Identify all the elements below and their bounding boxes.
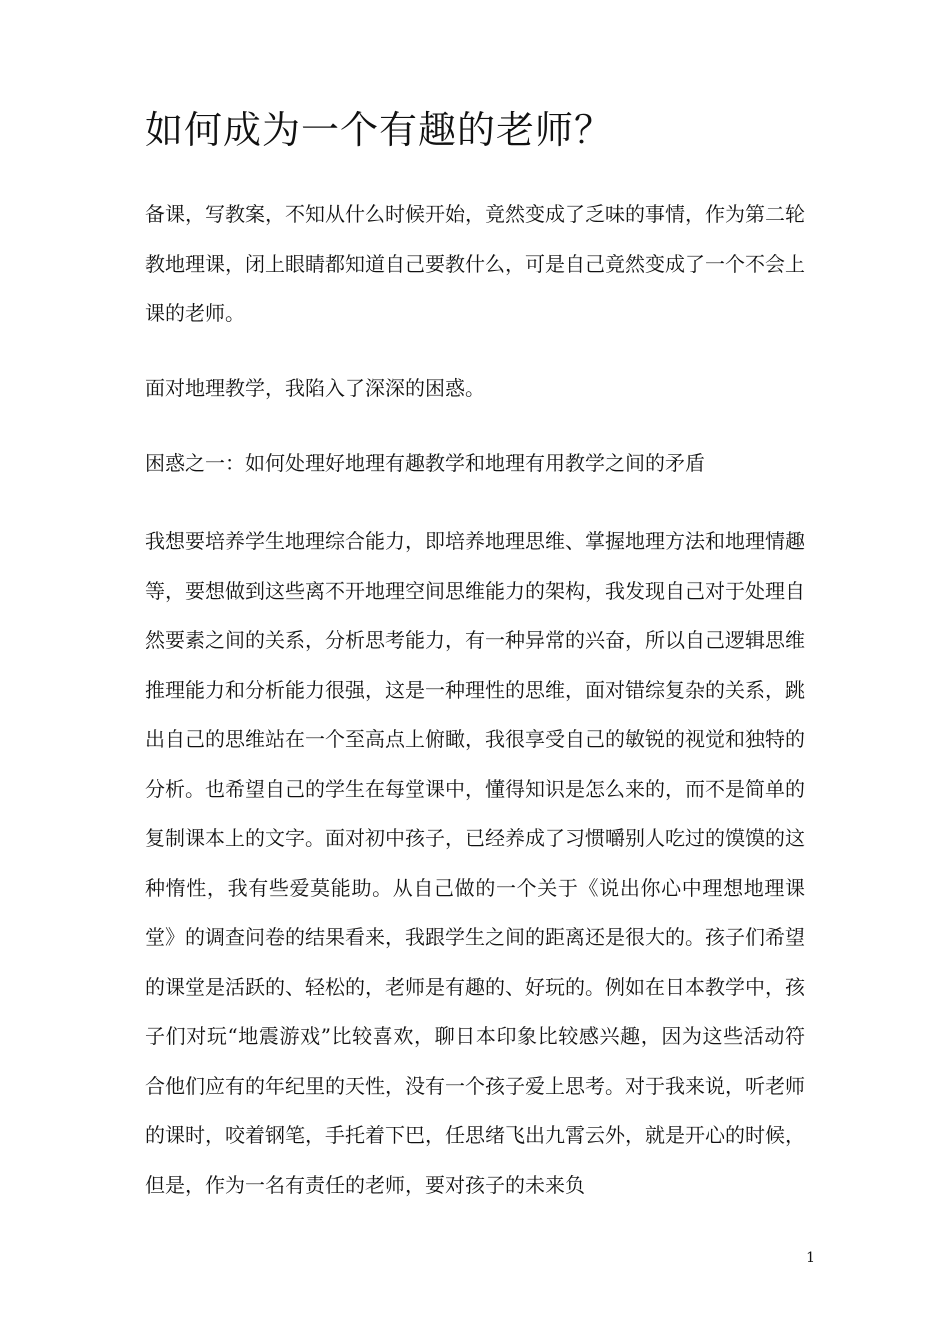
page-number: 1 xyxy=(806,1250,815,1266)
document-title: 如何成为一个有趣的老师？ xyxy=(145,108,614,152)
paragraph-intro: 备课，写教案，不知从什么时候开始，竟然变成了乏味的事情，作为第二轮教地理课，闭上眼睛都知道自己要教什么，可是自己竟然变成了一个不会上课的老师。 xyxy=(145,202,805,325)
paragraph-heading-confusion-one: 困惑之一：如何处理好地理有趣教学和地理有用教学之间的矛盾 xyxy=(145,451,705,475)
paragraph-confusion: 面对地理教学，我陷入了深深的困惑。 xyxy=(145,376,485,400)
paragraph-main-body: 我想要培养学生地理综合能力，即培养地理思维、掌握地理方法和地理情趣等，要想做到这些离不开地理空间思维能力的架构，我发现自己对于处理自然要素之间的关系，分析思考能力，有一种异常的兴奋，所以自己逻辑思维推理能力和分析能力很强，这是一种理性的思维，面对错综复杂的关系，跳出自己的思维站在一个至高点上俯瞰，我很享受自己的敏锐的视觉和独特的分析。也希望自己的学生在每堂课中，懂得知识是怎么来的，而不是简单的复制课本上的文字。面对初中孩子，已经养成了习惯嚼别人吃过的馍馍的这种惰性，我有些爱莫能助。从自己做的一个关于《说出你心中理想地理课堂》的调查问卷的结果看来，我跟学生之间的距离还是很大的。孩子们希望的课堂是活跃的、轻松的，老师是有趣的、好玩的。例如在日本教学中，孩子们对玩“地震游戏”比较喜欢，聊日本印象比较感兴趣，因为这些活动符合他们应有的年纪里的天性，没有一个孩子爱上思考。对于我来说，听老师的课时，咬着钢笔，手托着下巴，任思绪飞出九霄云外，就是开心的时候，但是，作为一名有责任的老师，要对孩子的未来负 xyxy=(145,529,805,1197)
